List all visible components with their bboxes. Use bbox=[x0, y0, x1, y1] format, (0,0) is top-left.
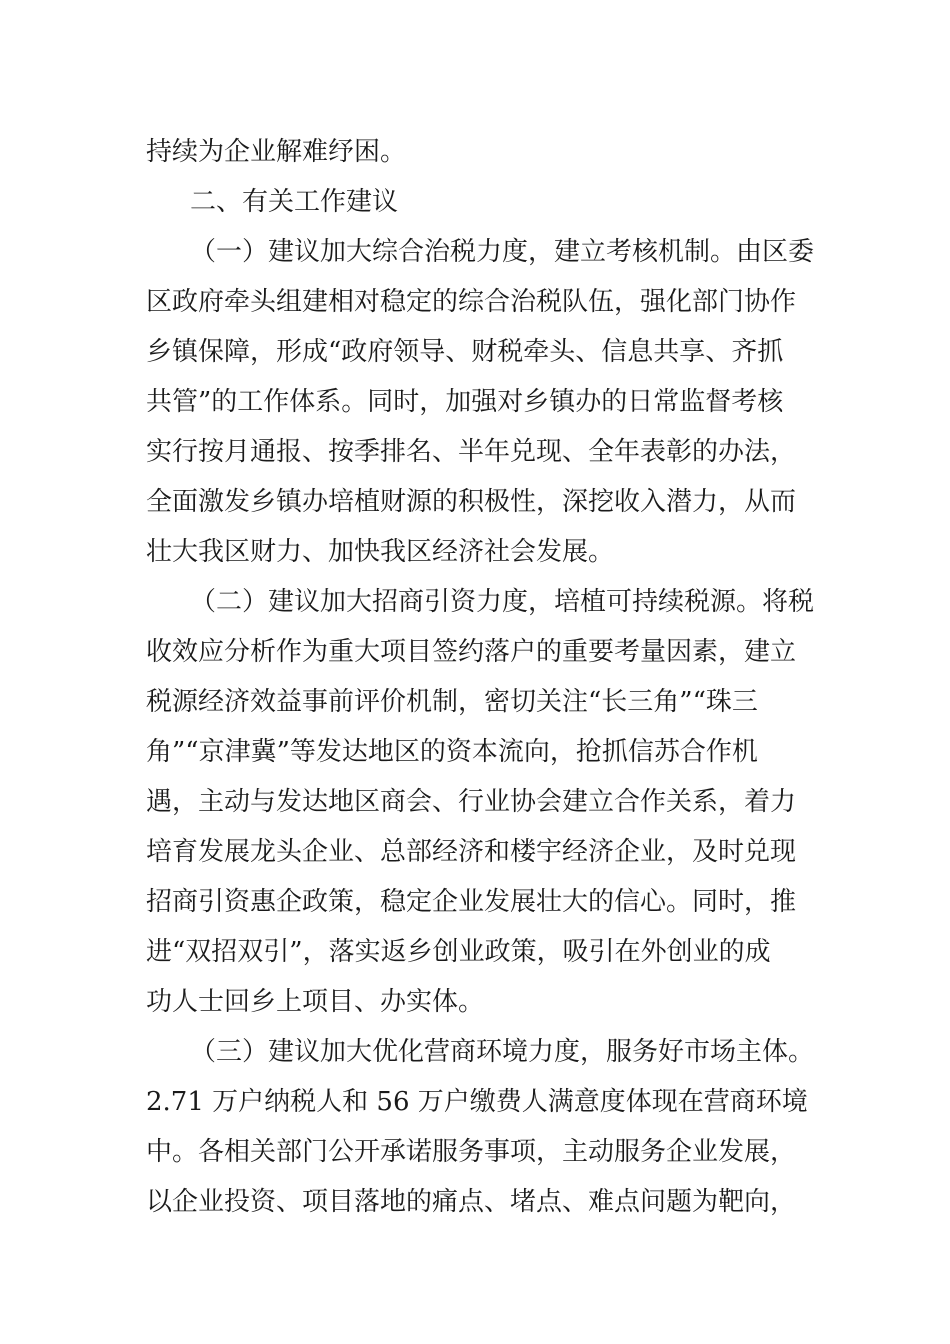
text-line: 遇，主动与发达地区商会、行业协会建立合作关系，着力 bbox=[146, 787, 797, 817]
text-line: 2.71 万户纳税人和 56 万户缴费人满意度体现在营商环境 bbox=[146, 1087, 808, 1117]
text-line: 乡镇保障，形成“政府领导、财税牵头、信息共享、齐抓 bbox=[146, 337, 784, 367]
text-line: 共管”的工作体系。同时，加强对乡镇办的日常监督考核 bbox=[146, 387, 784, 417]
text-line: 实行按月通报、按季排名、半年兑现、全年表彰的办法， bbox=[146, 437, 797, 467]
text-line: 以企业投资、项目落地的痛点、堵点、难点问题为靶向， bbox=[146, 1187, 797, 1217]
text-line: 培育发展龙头企业、总部经济和楼宇经济企业，及时兑现 bbox=[146, 837, 797, 867]
text-line: 收效应分析作为重大项目签约落户的重要考量因素，建立 bbox=[146, 637, 797, 667]
section-heading: 二、有关工作建议 bbox=[190, 187, 399, 217]
text-line: 全面激发乡镇办培植财源的积极性，深挖收入潜力，从而 bbox=[146, 487, 797, 517]
text-line: （三）建议加大优化营商环境力度，服务好市场主体。 bbox=[190, 1037, 815, 1067]
text-line: 角”“京津冀”等发达地区的资本流向，抢抓信苏合作机 bbox=[146, 737, 758, 767]
text-line: 中。各相关部门公开承诺服务事项，主动服务企业发展， bbox=[146, 1137, 797, 1167]
text-line: 进“双招双引”，落实返乡创业政策，吸引在外创业的成 bbox=[146, 937, 771, 967]
text-line: （一）建议加大综合治税力度，建立考核机制。由区委 bbox=[190, 237, 815, 267]
text-line: 功人士回乡上项目、办实体。 bbox=[146, 987, 485, 1017]
text-line: 壮大我区财力、加快我区经济社会发展。 bbox=[146, 537, 615, 567]
text-line: 税源经济效益事前评价机制，密切关注“长三角”“珠三 bbox=[146, 687, 758, 717]
text-line: 区政府牵头组建相对稳定的综合治税队伍，强化部门协作 bbox=[146, 287, 797, 317]
text-line: 持续为企业解难纾困。 bbox=[146, 137, 407, 167]
text-line: 招商引资惠企政策，稳定企业发展壮大的信心。同时，推 bbox=[146, 887, 797, 917]
text-line: （二）建议加大招商引资力度，培植可持续税源。将税 bbox=[190, 587, 815, 617]
